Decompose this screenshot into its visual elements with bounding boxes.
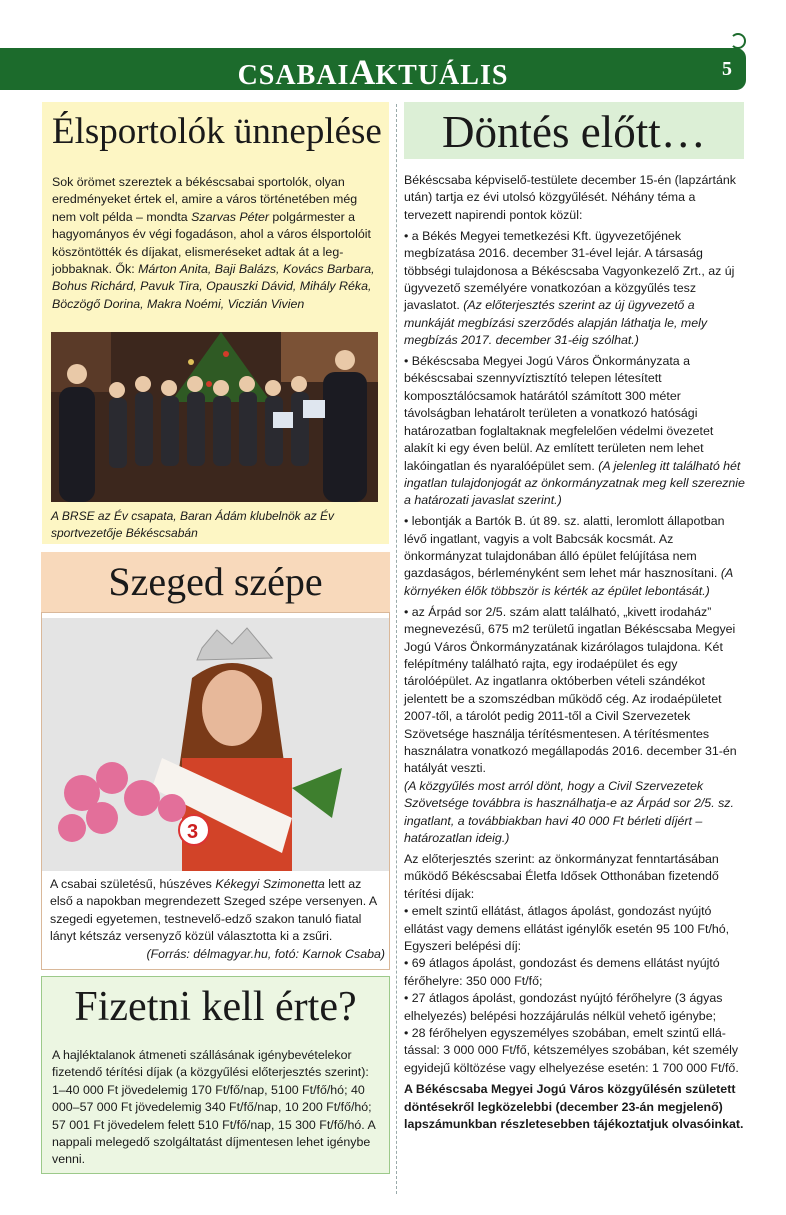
fizetni-article [41,976,390,1174]
dontes-item-3 [404,513,746,600]
sport-photo-caption: A BRSE az Év csapata, Baran Ádám klubelnök az Év sportvezetője Békéscsabán [51,509,335,540]
fizetni-title: Fizetni kell érte? [74,984,357,1030]
szeged-text-a: A csabai születésű, húszéves [50,877,216,891]
dontes-item-4-note: (A közgyűlés most arról dönt, hogy a Civil Szervezetek Szövetsége továbbra is használhatja-e az Árpád sor 2/5. sz. ingatlant, a továbbiakban havi 40 000 Ft bérleti díjért – határozatlan ideig.) [404,778,734,846]
dontes-item-4-text: • az Árpád sor 2/5. szám alatt található, „kivett irodaház” megnevezésű, 675 m2 területű ingatlan Békéscsaba Megyei Jogú Város Önkormányzatának kizárólagos tulajdona. Két felépítmény található rajta, egy irodaépület és egy tárolóépület. Az ingatlanra októberben vételi szándékot jelentett be a szomszédban működő cég. Az irodaépületet 2007-től, a tárolót pedig 2011-től a Civil Szervezetek Szövetsége használja térítésmentesen. A térítésmentes használatra vonatkozó megállapodás 2016. december 31-én hatályát veszti. [404,604,737,776]
szeged-title-box [41,552,390,612]
dontes-fee-4: • 28 férőhelyen egyszemélyes szobában, emelt szintű ellátással: 3 000 000 Ft/fő, kétszemélyes szobában, két személy egyidejű költözése vagy elhelyezése esetén: 1 700 000 Ft/fő. [404,1026,739,1075]
dontes-item-1-note: (Az előterjesztés szerint az új ügyvezető a munkáját megbízási szerződés alapján láthatja le, mely megbízás 2017. december 31-éig szólhat.) [404,298,708,348]
publication-title [0,51,746,93]
sport-title: Élsportolók ünneplése [52,111,382,152]
title-part-ktualis: KTUÁLIS [375,60,509,91]
dontes-closing: A Békéscsaba Megyei Jogú Város közgyűlésén született döntésekről legközelebbi (december 23-án megjelenő) lapszámunkban részletesebben tájékoztatjuk olvasóinkat. [404,1082,744,1132]
title-part-csabai: CSABAI [237,60,350,91]
sash-number: 3 [187,821,199,843]
dontes-fee-2: • 69 átlagos ápolást, gondozást és demens ellátást nyújtó férőhelyre: 350 000 Ft/fő; [404,956,720,988]
szeged-text-b: lett az első a napokban megrendezett Szeged szépe versenyen. A szegedi egyetemen, testnevelő-edző szakon tanuló fiatal lányt kétszáz versenyző közül választotta ki a zsűri. [50,877,377,944]
dontes-item-2-text: • Békéscsaba Megyei Jogú Város Önkormányzata a békéscsabai szennyvíztisztító telepen létesített komposztálócsamok határától számított 300 méter távolságban lehatárolt területen a vonatkozó hatósági határozatban foglaltaknak megfelelően védelmi övezetet alakít ki egy éven belül. Az említett területen nem lehet lakóingatlan és nyaralóépület sem. [404,354,714,473]
page-number: 5 [722,58,732,80]
dontes-item-3-note: (A környéken élők többször is kérték az épület lebontását.) [404,566,733,598]
sport-text-a: Sok örömet szereztek a békéscsabai sportolók, olyan eredményeket értek el, amire a város történetében még nem volt példa – mondta [52,175,358,224]
sport-mayor: Szarvas Péter [191,209,269,224]
sport-names: Márton Anita, Baji Balázs, Kovács Barbara, Bohus Richárd, Pavuk Tira, Opauszki Dávid, Mihály Réka, Böczögő Dorina, Makra Noémi, Viczián Vivien [52,262,375,311]
dontes-body [404,172,746,1137]
dontes-item-1-text: • a Békés Megyei temetkezési Kft. ügyvezetőjének megbízatása 2016. december 31-ével lejár. A társaság többségi tulajdonosa a Békéscsaba Vagyonkezelő Zrt., az új ügyvezető személyére vonatkozóan a közgyűlés tesz javaslatot. [404,228,735,313]
szeged-photo [42,618,389,871]
szeged-photo-image [42,618,389,871]
dontes-item-4 [404,604,746,848]
sport-team-photo [51,332,378,502]
dontes-title: Döntés előtt… [442,107,706,157]
szeged-winner-name: Kékegyi Szimonetta [215,877,325,891]
szeged-title: Szeged szépe [108,559,323,604]
sport-text-b: polgármester a hagyományos év végi fogadáson, ahol a város élsportolóit köszöntötték és díjakat, elismeréseket adtak át a legjobbaknak. Ők: [52,209,371,277]
dontes-item-2-note: (A jelenleg itt található hét ingatlan tulajdonjogát az önkormányzatnak meg kell szereznie a határozati javaslat szerint.) [404,458,745,508]
dontes-intro: Békéscsaba képviselő-testülete december 15-én (lapzártánk után) tartja ez évi utolsó közgyűlését. Néhány téma a tervezett napirendi pontok közül: [404,173,736,222]
sport-team-photo-image [51,332,378,502]
dontes-fees-intro: Az előterjesztés szerint: az önkormányzat fenntartásában működő Békéscsabai Életfa Idősek Otthonában fizetendő térítési díjak: [404,851,719,901]
page-header [0,48,746,90]
dontes-fee-1: • emelt szintű ellátást, átlagos ápolást, gondozást nyújtó ellátást vagy demens ellátást igénylők esetén 95 100 Ft/hó, [404,904,730,936]
dontes-fee-3: • 27 átlagos ápolást, gondozást nyújtó férőhelyre (3 ágyas elhelyezés) belépési hozzájárulás nélkül vehető igénybe; [404,991,723,1023]
fizetni-body: A hajléktalanok átmeneti szállásának igénybevételekor fizetendő térítési díjak (a közgyűlési előterjesztés szerint): 1–40 000 Ft jövedelemig 170 Ft/fő/nap, 5100 Ft/fő/hó; 40 000–57 000 Ft jövedelemig 340 Ft/fő/nap, 10 200 Ft/fő/hó; 57 001 Ft jövedelem felett 510 Ft/fő/nap, 15 300 Ft/fő/hó. A nappali melegedő szolgáltatást díjmentesen lehet igénybe venni. [52,1048,376,1167]
dontes-item-2 [404,353,746,510]
sport-body [52,174,380,313]
dontes-title-box [404,102,744,159]
dontes-fee-one-time: Egyszeri belépési díj: [404,938,522,953]
szeged-body [50,876,385,963]
swirl-logo-icon [730,33,746,49]
column-divider [396,104,397,1194]
szeged-source: (Forrás: délmagyar.hu, fotó: Karnok Csaba) [146,946,385,961]
dontes-item-1 [404,228,746,350]
title-part-a: A [349,52,376,92]
dontes-item-3-text: • lebontják a Bartók B. út 89. sz. alatti, leromlott állapotban lévő ingatlant, vagyis a volt Babcsák kocsmát. Az önkormányzat tulajdonában álló épület felújítása nem gazdaságos, bérleményként sem lehet már hasznosítani. [404,514,725,581]
